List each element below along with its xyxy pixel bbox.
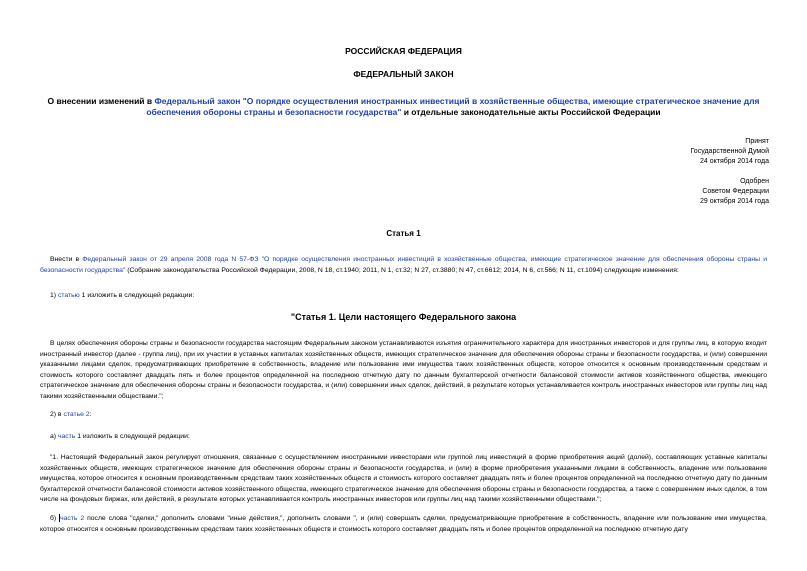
law-title <box>30 96 777 118</box>
title-prefix: О внесении изменений в <box>47 96 155 106</box>
approved-line2: Советом Федерации <box>702 188 769 195</box>
item2b-link[interactable]: часть 2 <box>60 515 85 522</box>
approved-block <box>700 177 769 207</box>
item1-suffix: 1 изложить в следующей редакции: <box>79 292 195 299</box>
adopted-line1: Принят <box>745 138 769 145</box>
law-type-heading: ФЕДЕРАЛЬНЫЙ ЗАКОН <box>353 69 454 79</box>
article-heading: Статья 1 <box>386 229 421 238</box>
adopted-block <box>690 137 769 167</box>
item2-link[interactable]: статье 2 <box>63 411 90 418</box>
item-1 <box>40 291 767 302</box>
item2b-prefix: б) <box>50 515 60 522</box>
article-intro <box>40 255 767 276</box>
item2a-suffix: 1 изложить в следующей редакции: <box>75 433 190 440</box>
intro-suffix: (Собрание законодательства Российской Федерации, 2008, N 18, ст.1940; 2011, N 1, ст.32; N 27, ст.3880; N 47, ст.6612; 2014, N 6, ст.566; N 11, ст.1094) следующие изменения: <box>125 266 679 274</box>
item1-prefix: 1) <box>50 292 58 299</box>
item2a-link[interactable]: часть <box>57 433 76 440</box>
item-2a <box>40 432 767 443</box>
item2-suffix: : <box>89 411 92 418</box>
adopted-line3: 24 октября 2014 года <box>700 158 769 165</box>
intro-law-link[interactable]: Федеральный закон от 29 апреля 2008 года N 57-ФЗ "О порядке осуществления иностранных инвестиций в хозяйственные общества, имеющие стратегическое значение для обеспечения обороны страны и безопасности государства" <box>40 256 767 274</box>
item-2a-text: "1. Настоящий Федеральный закон регулирует отношения, связанные с осуществлением иностранными инвесторами или группой лиц инвестиций в форме приобретения акций (долей), составляющих уставные капиталы хозяйственных обществ, имеющих стратегическое значение для обеспечения обороны страны и безопасности государства, и (или) в форме приобретения указанными лицами в собственность, владение или пользование имущества, которое относится к основным производственным средствам таких хозяйственных обществ и стоимость которого составляет двадцать пять и более процентов определенной на последнюю отчетную дату по данным бухгалтерской отчетности балансовой стоимости активов хозяйственного общества, имеющего стратегическое значение для обеспечения обороны страны и безопасности государства, а также с совершением иных сделок, в том числе на фондовых биржах, или действий, в результате которых устанавливается контроль иностранных инвесторов или группы лиц над такими хозяйственными обществами."; <box>40 454 767 503</box>
item1-link[interactable]: статью <box>57 292 80 299</box>
country-heading: РОССИЙСКАЯ ФЕДЕРАЦИЯ <box>345 46 462 56</box>
item-2 <box>40 410 767 421</box>
approved-line1: Одобрен <box>740 178 769 185</box>
item-2b <box>40 514 767 535</box>
intro-prefix: Внести в <box>50 256 83 263</box>
quoted-article-title: "Статья 1. Цели настоящего Федерального закона <box>290 312 517 322</box>
quoted-article-text: В целях обеспечения обороны страны и безопасности государства настоящим Федеральным законом устанавливаются изъятия ограничительного характера для иностранных инвесторов и для группы лиц, в которую входит иностранный инвестор (далее - группа лиц), при их участии в уставных капиталах хозяйственных обществ, имеющих стратегическое значение для обеспечения обороны страны и безопасности государства, и (или) совершении указанными лицами сделок, предусматривающих приобретение в собственность, владение или пользование ими имущества таких хозяйственных обществ, которое относится к основным производственным средствам и стоимость которого составляет двадцать пять и более процентов определенной на последнюю отчетную дату по данным бухгалтерской отчетности балансовой стоимости активов хозяйственного общества, имеющего стратегическое значение для обеспечения обороны страны и безопасности государства, и (или) совершении иных сделок, действий, в результате которых устанавливается контроль иностранных инвесторов или группы лиц над такими хозяйственными обществами."; <box>40 340 767 400</box>
title-law-link[interactable]: Федеральный закон "О порядке осуществления иностранных инвестиций в хозяйственные общества, имеющие стратегическое значение для обеспечения обороны страны и безопасности государства" <box>146 96 760 117</box>
item2b-suffix: после слова "сделки," дополнить словами "иные действия,", дополнить словами ", и (или) совершать сделки, предусматривающие приобретение в собственность, владение или пользование ими имущества, которое относится к основным производственным средствам таких хозяйственных обществ и стоимость которого составляет двадцать пять и более процентов определенной на последнюю отчетную дату <box>40 515 768 533</box>
adopted-line2: Государственной Думой <box>690 148 769 155</box>
title-suffix: и отдельные законодательные акты Российской Федерации <box>401 107 661 117</box>
item2a-prefix: а) <box>50 433 58 440</box>
item2-prefix: 2) в <box>50 411 64 418</box>
approved-line3: 29 октября 2014 года <box>700 198 769 205</box>
